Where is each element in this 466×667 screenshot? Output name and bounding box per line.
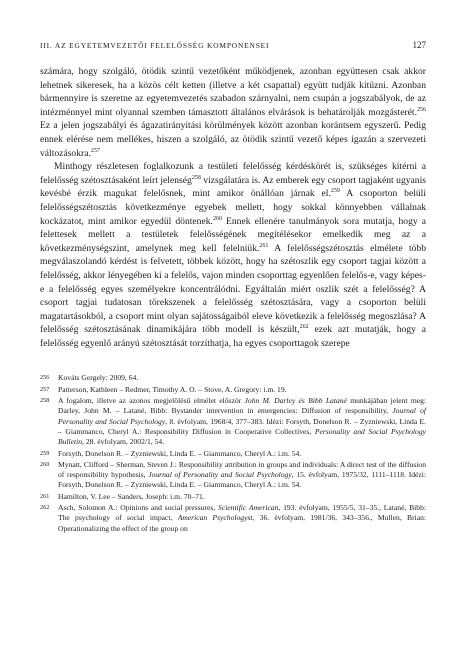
footnote-italic-part: John M. Darley és Bibb Latané <box>244 396 347 406</box>
footnote-text: Hamilton, V. Lee – Sanders, Joseph: i.m. 70–71. <box>58 491 205 501</box>
paragraph-2-text-e: A felelősségszétosztás elmélete több megválaszolandó kérdést is felvetett, többek között, hogy ha szétoszlik egy csoport tagjai között a felelősség, akkor lényegében ki a felelős, vajon minden csoporttag egyenlően felelős-e, vagy képes-e a felelősség egyes személyekre koncentrálódni. Egyáltalán miért oszlik szét a felelősség? A csoport tagjai tudatosan törekszenek a felelősség szétosztására, vagy a csoporton belüli magatartásokból, a csoport mint olyan sajátosságaiból eleve következik a felelősség megoszlása? A felelősség szétosztásának dinamikájára több modell is készült, <box>40 242 426 336</box>
footnote-ref-262[interactable]: 262 <box>299 324 309 331</box>
paragraph-2-text-a: Minthogy részletesen foglalkozunk a testületi felelősség kérdéskörét is, szükséges kitérni a felelősség szétosztásaként leírt jelenség <box>40 161 426 186</box>
footnote-text-part: , 193. évfolyam, 1955/5, 31–35., Latané, Bibb: The psychology of social impact, <box>58 503 426 523</box>
journal-title: Journal of Personality and Social Psychology <box>148 470 292 480</box>
footnote-text-part: , 15. évfolyam, 1975/32, 1111–1118. Idézi: Forsyth, Donelson R. – Zyzniewski, Linda E. – Giammanco, Cheryl A.: i.m. 54. <box>58 470 426 490</box>
footnote-number: 260 <box>40 460 50 468</box>
footnote-ref-257[interactable]: 257 <box>90 147 100 154</box>
footnote-text-part: munkájában jelent meg: Darley, John M. – Latané, Bibb: Bystander intervention in emergencies: Diffusion of responsibility, <box>58 396 427 416</box>
footnote-ref-260[interactable]: 260 <box>212 215 222 222</box>
footnote-ref-256[interactable]: 256 <box>417 106 426 113</box>
paragraph-1-text-b: Ez a jelen jogszabályi és ágazatirányítási körülmények között azonban korántsem egyszerű. Pedig ennek elérése nem mellékes, hiszen a szolgáló, az ötödik szintű vezető képes igazán a szervezeti változásokra. <box>40 120 426 159</box>
footnote-number: 262 <box>40 504 50 512</box>
footnote-number: 259 <box>40 449 50 457</box>
footnote-text-part: , 36. évfolyam, 1981/36, 343–356., Mullen, Brian: Operationalizing the effect of the group on <box>58 513 426 533</box>
running-header <box>40 40 426 50</box>
footnote-text-part: Mynatt, Clifford – Sherman, Steven J.: Responsibility attribution in groups and individuals: A direct test of the diffusion of responsibility hypothesis, <box>58 459 426 480</box>
footnote-number: 256 <box>40 374 50 382</box>
paragraph-2 <box>40 160 426 350</box>
page-number: 127 <box>412 40 426 50</box>
footnote-text <box>58 396 426 447</box>
footnote-text <box>58 503 426 534</box>
journal-title: Personality and Social Psychology Bulletin <box>58 426 426 447</box>
paragraph-2-text-f: ezek azt mutatják, hogy a felelősség egyenlő arányú szétosztását torzíthatja, ha egyes csoporttagok szerepe <box>40 324 426 349</box>
journal-title: American Psychologyst <box>177 513 253 523</box>
footnotes <box>40 373 426 533</box>
footnote-ref-258[interactable]: 258 <box>191 174 201 181</box>
footnote-text: Patterson, Kathleen – Redmer, Timothy A. O. – Stove, A. Gregory: i.m. 19. <box>58 384 287 394</box>
footnote-number: 261 <box>40 492 50 500</box>
footnote-257 <box>40 385 426 395</box>
body-text <box>40 65 426 350</box>
journal-title: Scientific American <box>218 503 279 513</box>
footnote-text-part: , 28. évfolyam, 2002/1, 54. <box>82 437 165 447</box>
paragraph-1-text-a: számára, hogy szolgáló, ötödik szintű vezetőként működjenek, azonban együttesen csak akkor lehetnek sikeresek, ha a közös célt ketten (illetve a két csapattal) együtt tudják kitűzni. Azonban bármennyire is szeretne az egyetemvezetés szabadon szárnyalni, nem csupán a jogszabályok, de az intézménnyel mint olyannal szemben támasztott általános elvárások is behatárolják mozgásterét. <box>40 66 426 118</box>
footnote-259 <box>40 449 426 459</box>
footnote-261 <box>40 492 426 502</box>
footnote-number: 258 <box>40 397 50 405</box>
footnote-number: 257 <box>40 385 50 393</box>
footnote-ref-259[interactable]: 259 <box>330 188 340 195</box>
footnote-text: Forsyth, Donelson R. – Zyzniewski, Linda E. – Giammanco, Cheryl A.: i.m. 54. <box>58 448 302 458</box>
paragraph-2-text-c: A csoporton belüli felelősségszétosztás következménye egyebek mellett, hogy sokkal könnyebben vállalnak kockázatot, mint amikor egyedül döntenek. <box>40 188 426 227</box>
paragraph-2-text-b: vizsgálatára is. Az emberek egy csoport tagjaként ugyanis kevésbé érzik magukat felelősnek, mint amikor önállóan járnak el. <box>40 174 427 200</box>
paragraph-1 <box>40 65 426 160</box>
footnote-260 <box>40 460 426 491</box>
footnote-text-part: , 8. évfolyam, 1968/4, 377–383. Idézi: Forsyth, Donelson R. – Zyzniewski, Linda E. – Giammanco, Cheryl A.: Responsibility Diffusion in Cooperative Collectives, <box>58 416 426 436</box>
footnote-256 <box>40 373 426 383</box>
footnote-258 <box>40 396 426 447</box>
footnote-text-part: A fogalom, illetve az azonos megjelölésű elmélet először <box>58 396 245 406</box>
footnote-text-part: Asch, Solomon A.: Opinions and social pressures, <box>58 503 219 513</box>
running-title: III. AZ EGYETEMVEZETŐI FELELŐSSÉG KOMPONENSEI <box>40 41 270 50</box>
journal-title: Journal of Personality and Social Psychology <box>58 406 426 426</box>
footnote-text <box>58 460 426 491</box>
paragraph-2-text-d: Ennek ellenére tanulmányok sora mutatja, hogy a felettesek mellett a testületek felelősségének megítélésekor emelkedik meg az a következménységszint, amelynek meg kell felelniük. <box>40 215 426 254</box>
footnote-262 <box>40 503 426 534</box>
footnote-ref-261[interactable]: 261 <box>259 242 269 249</box>
footnote-text: Kováts Gergely: 2009, 64. <box>58 373 139 383</box>
